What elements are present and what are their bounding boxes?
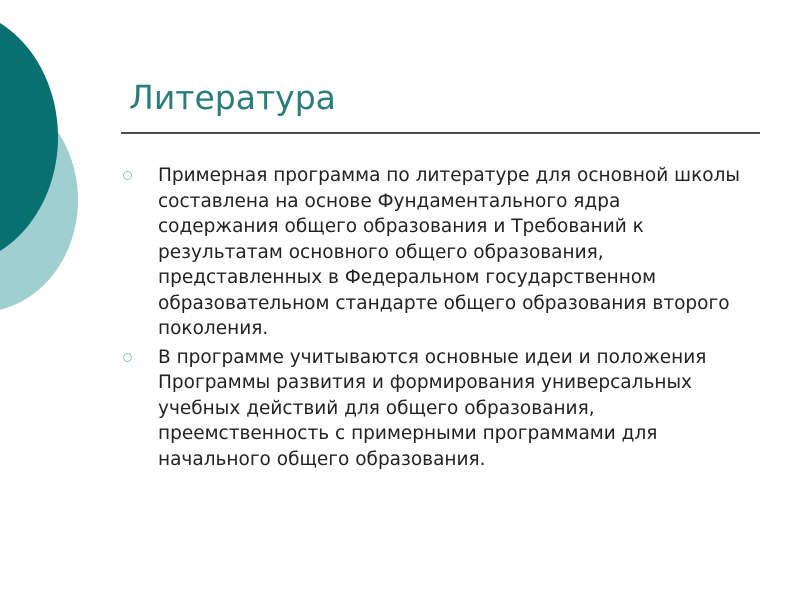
bullet-item — [120, 163, 740, 342]
bullet-item — [120, 345, 740, 473]
bullet-circle-icon — [123, 171, 132, 180]
title-divider — [121, 132, 760, 134]
bullet-text: Примерная программа по литературе для основной школы составлена на основе Фундаментального ядра содержания общего образования и Требований к результатам основного общего образования, представленных в Федеральном государственном образовательном стандарте общего образования второго поколения. — [158, 165, 741, 339]
bullet-circle-icon — [123, 353, 132, 362]
bullet-list — [120, 163, 740, 472]
slide-title: Литература — [129, 78, 336, 117]
bullet-text: В программе учитываются основные идеи и положения Программы развития и формирования универсальных учебных действий для общего образования, преемственность с примерными программами для начального общего образования. — [158, 346, 707, 470]
